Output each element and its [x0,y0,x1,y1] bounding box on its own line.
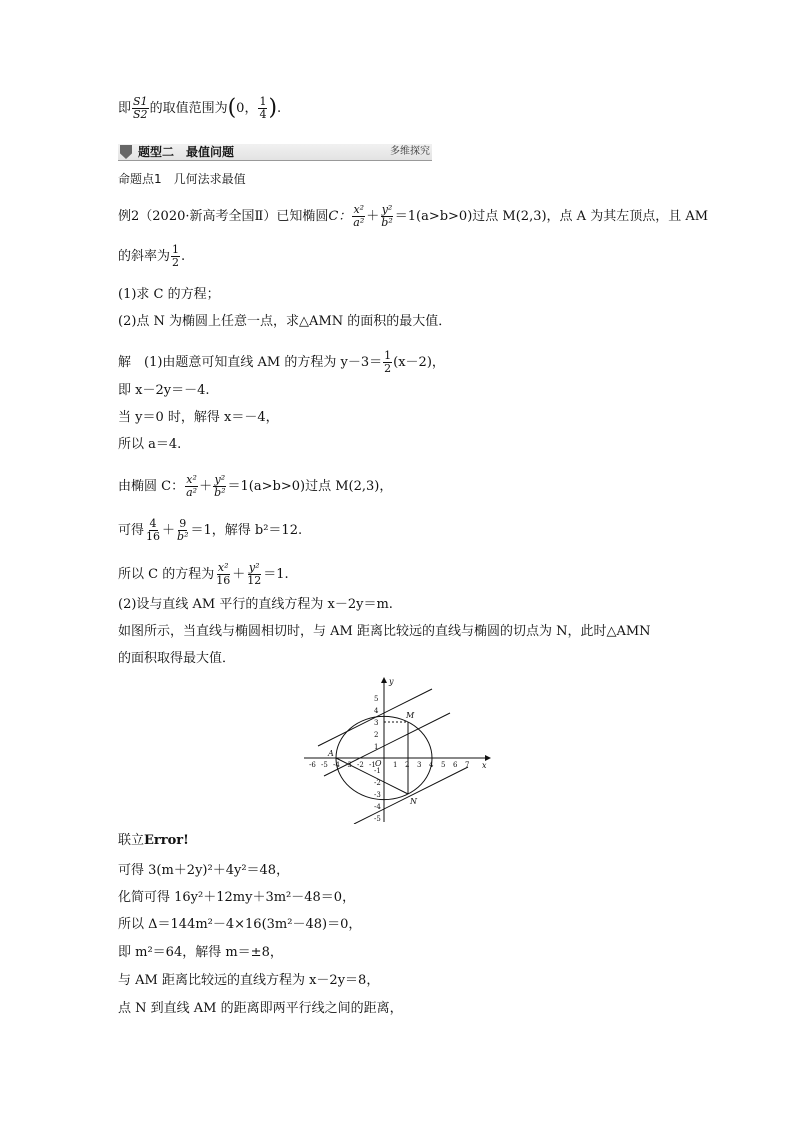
origin-label: O [375,759,382,768]
sol-l5-prefix: 由椭圆 C： [118,479,185,494]
example-line-2 [118,244,185,269]
plus-sign-4: ＋ [232,567,246,582]
plus-sign: ＋ [366,209,380,224]
solution-line-17: 点 N 到直线 AM 的距离即两平行线之间的距离， [118,1001,403,1016]
section-banner [118,144,432,161]
solution-line-10: 的面积取得最大值． [118,651,236,666]
example-label: 例2 [118,209,140,224]
y-tick-label: -4 [374,803,381,811]
y-tick-label: 5 [374,695,379,703]
point-n-label: N [410,797,417,806]
sol-l7-prefix: 所以 C 的方程为 [118,567,215,582]
frac-4-16 [145,518,161,543]
y-tick-label: 3 [374,719,379,727]
solution-line-11 [118,832,189,850]
solution-line-7 [118,562,289,587]
sixteen-den: 16 [146,530,161,543]
example-source: （2020·新高考全国Ⅱ）已知椭圆 [139,209,329,224]
four-num: 4 [149,517,157,530]
section-tag: 多维探究 [390,146,430,157]
x-tick-label: -2 [357,761,364,769]
example-mid: ＝1(a>b>0)过点 M(2,3)，点 A 为其左顶点，且 AM [394,209,709,224]
x-axis-label: x [482,761,487,770]
x2-num: x² [353,203,365,216]
right-paren: ) [268,95,278,121]
sol-l6-prefix: 可得 [118,523,145,538]
y-tick-label: 1 [374,743,379,751]
x-tick-label: -5 [321,761,328,769]
a2-den-2: a² [186,486,198,499]
point-a-label: A [328,749,334,758]
question-2: (2)点 N 为椭圆上任意一点，求△AMN 的面积的最大值． [118,314,452,329]
x-tick-label: 3 [417,761,422,769]
solution-line-1 [118,350,445,375]
b2-den-3: b² [177,530,189,543]
solution-line-5 [118,474,392,499]
ratio-denominator: S2 [133,108,148,121]
solution-line-8: (2)设与直线 AM 平行的直线方程为 x－2y＝m. [118,597,393,612]
x-tick-label: 6 [453,761,458,769]
bookmark-icon [120,145,132,159]
frac-y2-12 [246,562,262,587]
x-tick-label: 7 [465,761,470,769]
half-num: 1 [172,243,180,256]
half-den-2: 2 [384,362,392,375]
ellipse-x-frac [352,204,365,229]
x2-num-2: x² [186,473,197,486]
plus-sign-3: ＋ [162,523,176,538]
question-1: (1)求 C 的方程； [118,287,220,302]
y2-num-3: y² [248,561,260,574]
solution-line-14: 所以 Δ＝144m²－4×16(3m²－48)＝0， [118,917,362,932]
half-num-2: 1 [384,349,392,362]
ratio-numerator: S1 [133,95,148,108]
solution-line-9: 如图所示，当直线与椭圆相切时，与 AM 距离比较远的直线与椭圆的切点为 N，此时△AMN [118,624,651,639]
x-tick-label: -6 [309,761,316,769]
intro-end: . [277,101,282,116]
example-end: . [181,249,186,264]
y2-num-2: y² [214,473,226,486]
intro-suffix: 的取值范围为 [149,101,228,116]
error-text: Error! [144,833,189,848]
quarter-den: 4 [259,108,267,121]
sol-l11-prefix: 联立 [118,833,145,848]
point-m-label: M [406,711,415,720]
y-tick-label: -2 [374,779,381,787]
quarter-num: 1 [259,95,267,108]
y-tick-label: -1 [374,767,381,775]
b2-den: b² [381,216,393,229]
b2-den-2: b² [214,486,226,499]
example-line [118,204,708,229]
ratio-fraction [132,96,149,121]
solution-line-15: 即 m²＝64，解得 m＝±8， [118,945,283,960]
quarter-fraction [258,96,267,121]
solution-line-2: 即 x－2y＝－4. [118,383,210,398]
ellipse-y-frac [380,204,393,229]
frac-x2-a2 [185,474,198,499]
intro-prefix: 即 [118,101,132,116]
frac-x2-16 [215,562,231,587]
x-tick-label: 1 [393,761,398,769]
ellipse-figure [300,674,500,824]
sol-l5-suffix: ＝1(a>b>0)过点 M(2,3)， [227,479,393,494]
a2-den: a² [353,216,365,229]
y-tick-label: 2 [374,731,379,739]
sol-l7-suffix: ＝1. [263,567,289,582]
nine-num: 9 [179,517,187,530]
solution-line-3: 当 y＝0 时，解得 x＝－4， [118,410,279,425]
solution-line-6 [118,518,302,543]
solution-line-4: 所以 a＝4. [118,437,182,452]
y-axis-label: y [389,677,394,686]
section-title: 题型二 最值问题 [138,145,235,159]
solution-line-16: 与 AM 距离比较远的直线方程为 x－2y＝8， [118,973,380,988]
frac-y2-b2 [213,474,226,499]
curve-name: C： [328,209,352,224]
x2-num-3: x² [217,561,229,574]
slope-text: 的斜率为 [118,249,171,264]
twelve-den: 12 [247,574,262,587]
half-frac-2 [383,350,392,375]
x-tick-label: 4 [429,761,434,769]
x-tick-label: 2 [405,761,410,769]
left-paren: ( [227,95,237,121]
range-lower: 0， [236,101,258,116]
y-tick-label: -3 [374,791,381,799]
plus-sign-2: ＋ [199,479,213,494]
y-tick-label: -5 [374,815,381,823]
half-den: 2 [172,256,180,269]
half-fraction [171,244,180,269]
x-tick-label: -1 [369,761,376,769]
y-tick-label: 4 [374,707,379,715]
x-tick-label: -4 [333,761,340,769]
intro-line [118,96,281,121]
sol-l1-prefix: 解 (1)由题意可知直线 AM 的方程为 y－3＝ [118,355,383,370]
sol-l1-suffix: (x－2)， [393,355,445,370]
x-tick-label: 5 [441,761,446,769]
solution-line-13: 化简可得 16y²＋12my＋3m²－48＝0， [118,890,356,905]
y2-num: y² [381,203,393,216]
frac-9-b2 [176,518,189,543]
subtitle: 命题点1 几何法求最值 [118,172,246,186]
sixteen-den-2: 16 [216,574,231,587]
sol-l6-suffix: ＝1，解得 b²＝12. [190,523,303,538]
solution-line-12: 可得 3(m＋2y)²＋4y²＝48， [118,863,290,878]
x-tick-label: -3 [345,761,352,769]
